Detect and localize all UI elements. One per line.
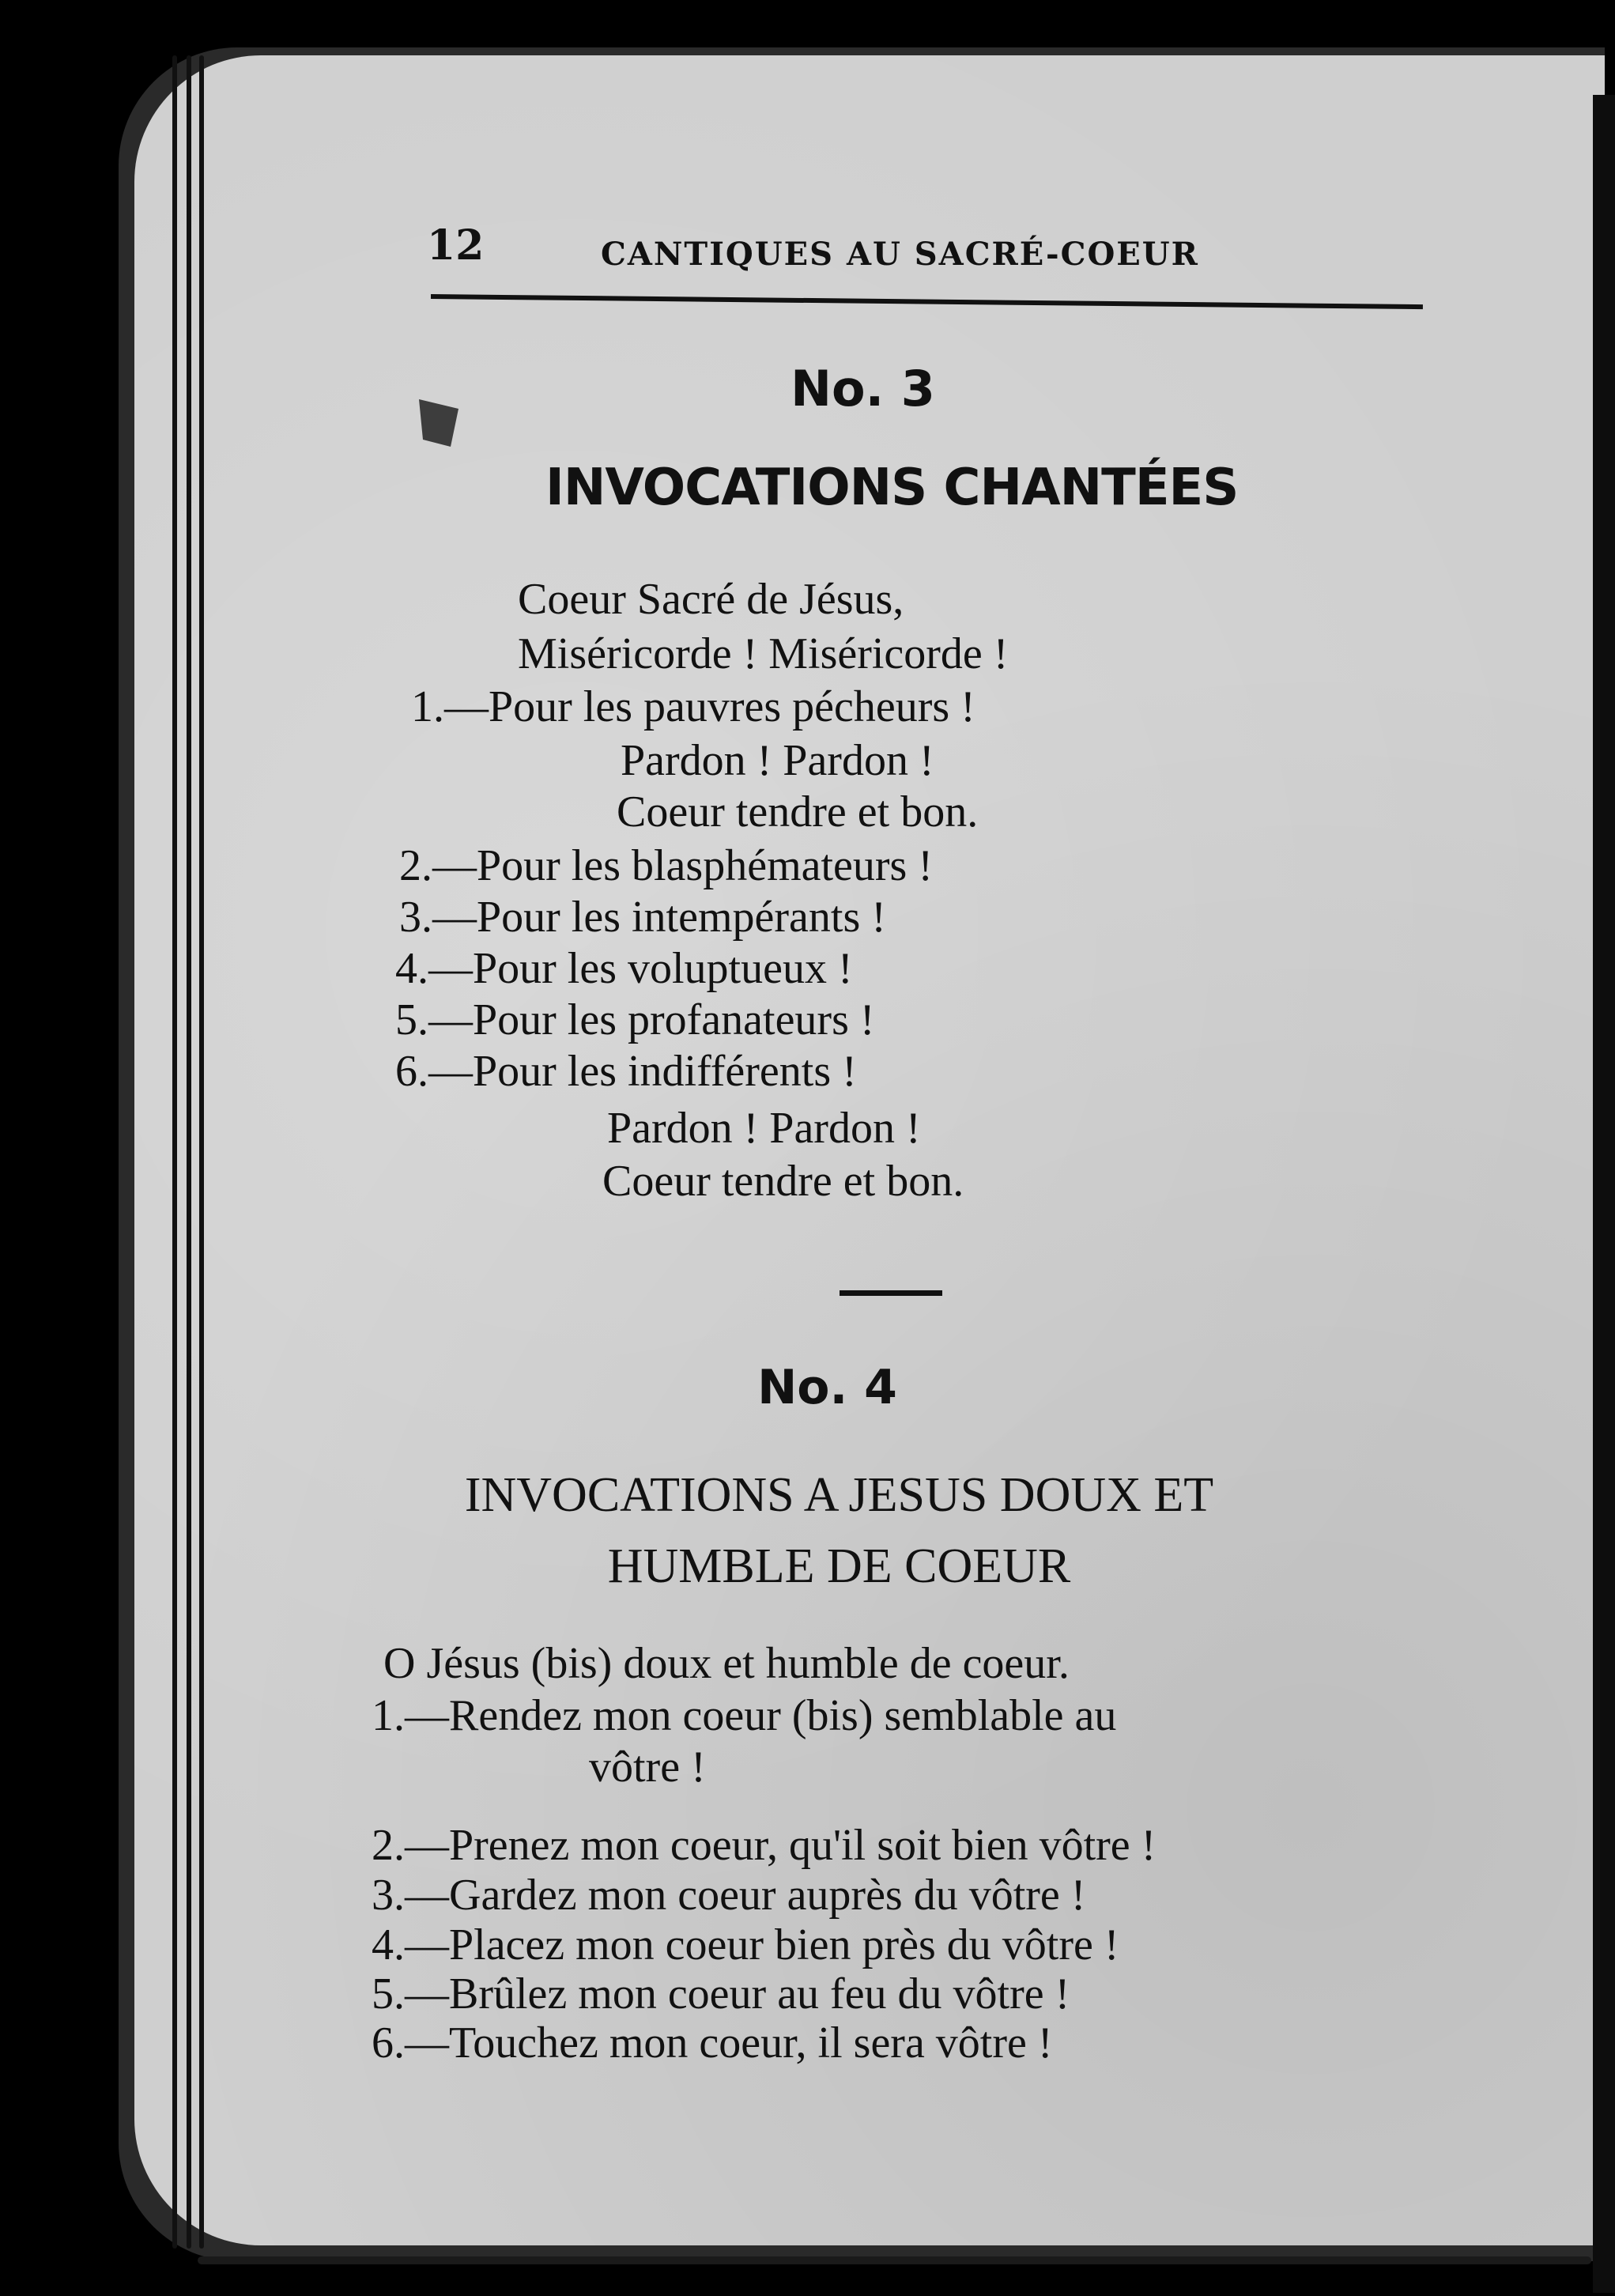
verse-line: Pardon ! Pardon ! [621, 736, 934, 785]
verse-line: 3.—Gardez mon coeur auprès du vôtre ! [372, 1871, 1086, 1920]
verse-line: 3.—Pour les intempérants ! [399, 893, 886, 942]
section-divider [840, 1290, 942, 1296]
verse-line: Coeur Sacré de Jésus, [518, 575, 904, 624]
verse-line: 5.—Brûlez mon coeur au feu du vôtre ! [372, 1969, 1070, 2018]
verse-line: Coeur tendre et bon. [602, 1157, 964, 1206]
bottom-page-edge [198, 2256, 1591, 2264]
verse-line: 2.—Prenez mon coeur, qu'il soit bien vôtre ! [372, 1821, 1157, 1870]
hymn-4-title-line-2: HUMBLE DE COEUR [607, 1539, 1071, 1593]
verse-line: 5.—Pour les profanateurs ! [395, 995, 875, 1044]
verse-line: 1.—Pour les pauvres pécheurs ! [411, 682, 975, 731]
verse-line: 4.—Placez mon coeur bien près du vôtre ! [372, 1920, 1119, 1969]
verse-line: Pardon ! Pardon ! [607, 1104, 921, 1153]
running-title: CANTIQUES AU SACRÉ-COEUR [601, 236, 1199, 273]
hymn-4-title-line-1: INVOCATIONS A JESUS DOUX ET [464, 1468, 1214, 1522]
page-number: 12 [427, 221, 485, 270]
running-head [427, 221, 1431, 285]
verse-line: 4.—Pour les voluptueux ! [395, 944, 853, 993]
hymn-3-title: INVOCATIONS CHANTÉES [545, 459, 1239, 517]
verse-line: Coeur tendre et bon. [617, 787, 979, 836]
verse-line: 2.—Pour les blasphémateurs ! [399, 841, 933, 890]
verse-line: O Jésus (bis) doux et humble de coeur. [383, 1639, 1070, 1688]
hymn-3-number: No. 3 [791, 360, 935, 417]
verse-line: 6.—Pour les indifférents ! [395, 1047, 857, 1096]
verse-line: 6.—Touchez mon coeur, il sera vôtre ! [372, 2018, 1053, 2068]
right-page-edge [1593, 95, 1615, 2293]
verse-line: 1.—Rendez mon coeur (bis) semblable au [372, 1691, 1117, 1740]
verse-line: Miséricorde ! Miséricorde ! [518, 629, 1009, 678]
verse-line: vôtre ! [589, 1743, 706, 1792]
hymn-4-number: No. 4 [757, 1360, 897, 1415]
